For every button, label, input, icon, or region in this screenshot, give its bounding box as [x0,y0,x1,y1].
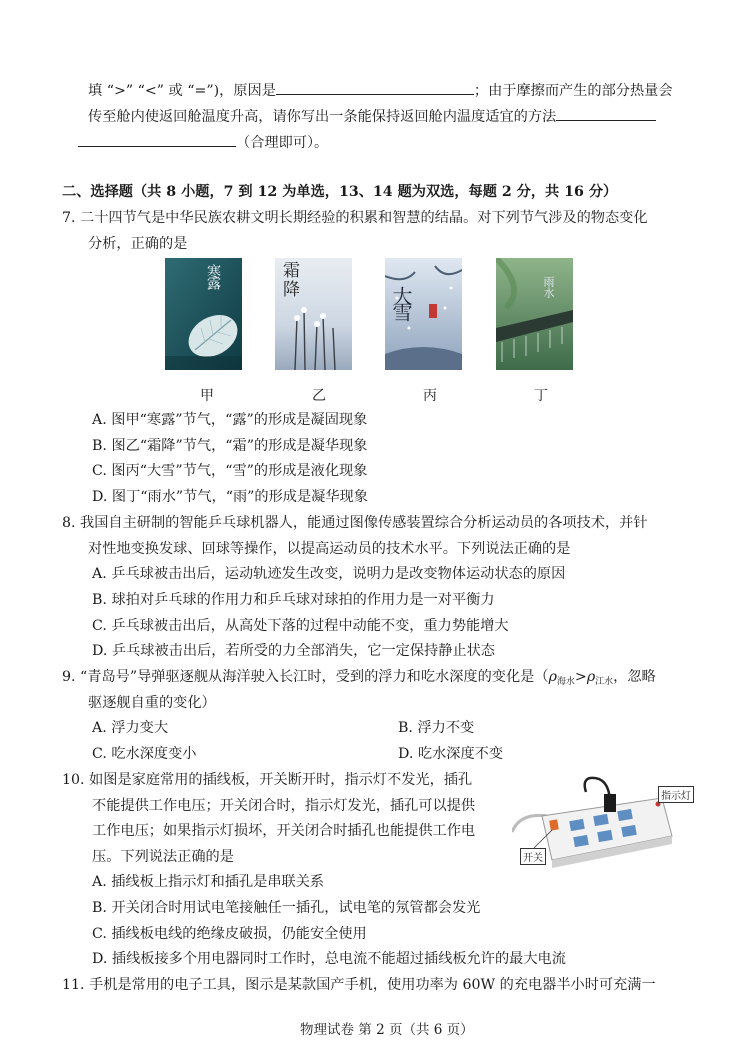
rain-eaves-image [496,258,573,370]
figure-label-yi: 乙 [312,388,326,404]
q9-option-b: B. 浮力不变 [398,720,475,736]
figure-yi [275,258,352,370]
q10-option-b: B. 开关闭合时用试电笔接触任一插孔，试电笔的氖管都会发光 [92,900,481,916]
q8-stem-line-2: 对性地变换发球、回球等操作，以提高运动员的技术水平。下列说法正确的是 [88,541,571,557]
q10-option-d: D. 插线板接多个用电器同时工作时，总电流不能超过插线板允许的最大电流 [92,951,566,967]
switch-button [549,819,559,830]
figure-label-jia: 甲 [200,388,214,404]
figure-bing [385,258,462,370]
intro-line-2 [88,106,656,127]
q7-stem-line-1: 7. 二十四节气是中华民族农耕文明长期经验的积累和智慧的结晶。对下列节气涉及的物态变化 [62,210,648,226]
q7-stem-line-2: 分析，正确的是 [88,236,188,252]
rho-river-subscript: 江水 [595,677,614,687]
q10-option-a: A. 插线板上指示灯和插孔是串联关系 [92,874,325,890]
figure-jia-title: 寒露 [205,264,221,288]
label-indicator-lamp: 指示灯 [658,786,694,803]
q9-stem-text: 9. “青岛号”导弹驱逐舰从海洋驶入长江时，受到的浮力和吃水深度的变化是（ [62,669,549,685]
q10-stem-line-3: 工作电压；如果指示灯损坏，开关闭合时插孔也能提供工作电 [92,823,476,839]
q10-stem-line-4: 压。下列说法正确的是 [92,849,234,865]
answer-blank [78,132,236,147]
rho-sea-subscript: 海水 [556,677,575,687]
q8-option-a: A. 乒乓球被击出后，运动轨迹发生改变，说明力是改变物体运动状态的原因 [92,566,566,582]
q8-stem-line-1: 8. 我国自主研制的智能乒乓球机器人，能通过图像传感装置综合分析运动员的各项技术，并针 [62,515,648,531]
q9-option-a: A. 浮力变大 [92,720,169,736]
q8-option-c: C. 乒乓球被击出后，从高处下落的过程中动能不变，重力势能增大 [92,618,509,634]
intro-line-2-text: 传至舱内使返回舱温度升高，请你写出一条能保持返回舱内温度适宜的方法 [88,109,557,125]
page-footer: 物理试卷 第 2 页（共 6 页） [300,1022,474,1038]
q9-stem-tail: ，忽略 [613,669,656,685]
intro-line-3 [78,132,328,153]
figure-label-bing: 丙 [423,388,437,404]
q9-option-d: D. 吃水深度不变 [398,746,504,762]
plug [604,794,616,812]
label-switch: 开关 [520,848,546,865]
intro-line-1 [88,80,673,101]
intro-line-1-a: 填 “>” “<” 或 “=”)，原因是 [88,83,276,99]
q11-stem-line-1: 11. 手机是常用的电子工具，图示是某款国产手机，使用功率为 60W 的充电器半小时可充满一 [62,977,656,993]
section-heading: 二、选择题（共 8 小题，7 到 12 为单选，13、14 题为双选，每题 2 分，共 16 分） [62,184,618,200]
answer-blank [276,80,474,95]
q9-stem-line-2: 驱逐舰自重的变化） [88,695,216,711]
figure-jia [165,258,242,370]
q7-option-c: C. 图丙“大雪”节气，“雪”的形成是液化现象 [92,463,368,479]
power-strip-figure [512,772,712,868]
intro-line-3-text: （合理即可）。 [236,135,329,151]
q7-option-b: B. 图乙“霜降”节气，“霜”的形成是凝华现象 [92,438,368,454]
figure-ding-title: 雨水 [542,276,555,298]
q9-option-c: C. 吃水深度变小 [92,746,197,762]
answer-blank [556,106,656,121]
q10-stem-line-2: 不能提供工作电压；开关闭合时，指示灯发光，插孔可以提供 [92,798,476,814]
figure-yi-title: 霜降 [283,261,300,300]
q7-option-a: A. 图甲“寒露”节气，“露”的形成是凝固现象 [92,412,368,428]
q8-option-b: B. 球拍对乒乓球的作用力和乒乓球对球拍的作用力是一对平衡力 [92,592,495,608]
figure-ding [496,258,573,370]
figure-bing-title: 大雪 [389,286,413,318]
figure-label-ding: 丁 [534,388,548,404]
intro-line-1-b: ；由于摩擦而产生的部分热量会 [473,83,673,99]
q7-option-d: D. 图丁“雨水”节气，“雨”的形成是凝华现象 [92,489,368,505]
q8-option-d: D. 乒乓球被击出后，若所受的力全部消失，它一定保持静止状态 [92,643,495,659]
q9-stem-line-1: 9. “青岛号”导弹驱逐舰从海洋驶入长江时，受到的浮力和吃水深度的变化是（$\rho_{海水}>\rho_{江水}$，忽略 [62,669,656,687]
q10-stem-line-1: 10. 如图是家庭常用的插线板，开关断开时，指示灯不发光，插孔 [62,772,473,788]
q10-option-c: C. 插线板电线的绝缘皮破损，仍能安全使用 [92,926,367,942]
